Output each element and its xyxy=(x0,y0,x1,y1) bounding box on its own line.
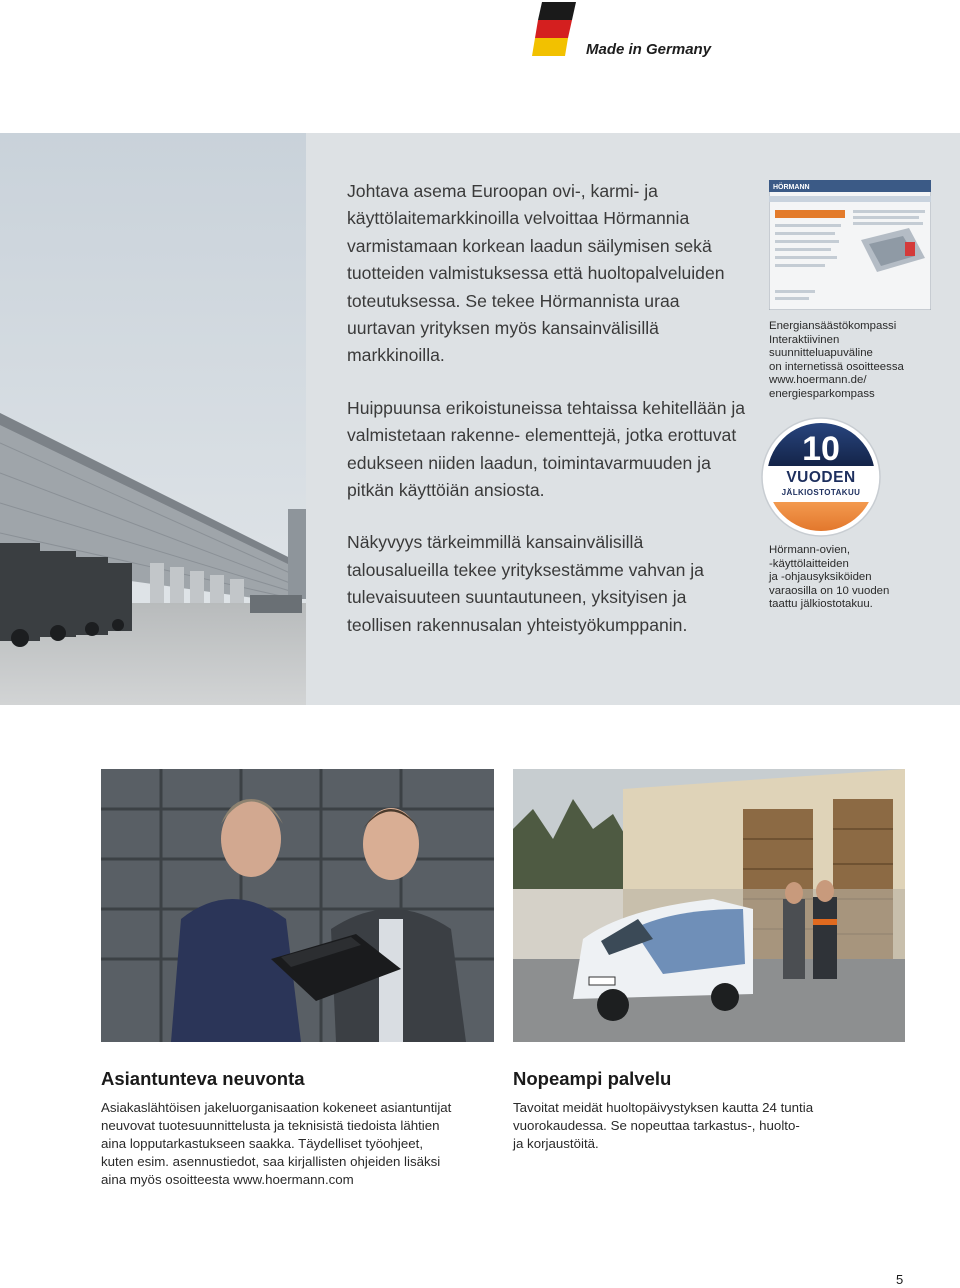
body-line: vuorokaudessa. Se nopeuttaa tarkastus-, huolto- xyxy=(513,1118,800,1133)
body-line: aina myös osoitteesta www.hoermann.com xyxy=(101,1172,354,1187)
warranty-caption xyxy=(769,544,919,612)
section-body xyxy=(513,1099,863,1153)
consultation-photo xyxy=(101,769,494,1042)
intro-paragraph: Näkyvyys tärkeimmillä kansainvälisillä talousalueilla tekee yrityksestämme vahvan ja tulevaisuuteen suuntautuneen, yksityisen ja teollisen rakennusalan yhteistyökumppanin. xyxy=(347,532,704,635)
body-line: Tavoitat meidät huoltopäivystyksen kautta 24 tuntia xyxy=(513,1100,814,1115)
caption-line: Interaktiivinen xyxy=(769,333,840,346)
intro-paragraph: Johtava asema Euroopan ovi-, karmi- ja käyttölaitemarkkinoilla velvoittaa Hörmannia varmistamaan korkean laadun säilymisen sekä tuotteiden valmistuksessa että huoltopalveluiden toteutuksessa. Se tekee Hörmannista uraa uurtavan yrityksen myös kansainvälisillä markkinoilla. xyxy=(347,181,725,366)
caption-line: -käyttölaitteiden xyxy=(769,557,849,570)
intro-paragraph: Huippuunsa erikoistuneissa tehtaissa kehitellään ja valmistetaan rakenne- elementtejä, jotka erottuvat edukseen niiden laadun, toimintavarmuuden ja pitkän käyttöiän ansiosta. xyxy=(347,397,746,501)
body-line: neuvovat tuotesuunnittelusta ja teknisistä tiedoista lähtien xyxy=(101,1118,440,1133)
caption-line: ja -ohjausyksiköiden xyxy=(769,571,872,584)
body-line: kuten esim. asennustiedot, saa kirjallisten ohjeiden lisäksi xyxy=(101,1154,441,1169)
energy-compass-caption xyxy=(769,320,939,402)
caption-line: varaosilla on 10 vuoden xyxy=(769,584,890,597)
warranty-badge xyxy=(760,416,882,538)
energy-compass-screenshot xyxy=(769,180,931,310)
body-line: Asiakaslähtöisen jakeluorganisaation kokeneet asiantuntijat xyxy=(101,1100,452,1115)
section-body xyxy=(101,1099,491,1189)
caption-line: energiesparkompass xyxy=(769,387,875,400)
body-line: aina lopputarkastukseen saakka. Täydelliset työohjeet, xyxy=(101,1136,424,1151)
body-line: ja korjaustöitä. xyxy=(513,1136,599,1151)
caption-line: Energiansäästökompassi xyxy=(769,320,897,332)
service-van-photo xyxy=(513,769,905,1042)
section-title: Nopeampi palvelu xyxy=(513,1068,672,1089)
intro-text xyxy=(347,178,747,664)
warehouse-photo xyxy=(0,133,306,705)
section-title: Asiantunteva neuvonta xyxy=(101,1068,305,1089)
warranty-number: 10 xyxy=(802,430,840,468)
caption-line: suunnitteluapuväline xyxy=(769,347,873,360)
caption-line: www.hoermann.de/ xyxy=(769,374,867,387)
made-in-germany: Made in Germany xyxy=(586,41,712,58)
warranty-years-label: VUODEN xyxy=(786,469,856,486)
german-flag-logo xyxy=(532,2,576,56)
warranty-type-label: JÄLKIOSTOTAKUU xyxy=(781,488,861,497)
caption-line: on internetissä osoitteessa xyxy=(769,360,904,373)
page-number: 5 xyxy=(896,1272,904,1287)
caption-line: taattu jälkiostotakuu. xyxy=(769,598,873,611)
screenshot-logo: HÖRMANN xyxy=(773,184,810,191)
caption-line: Hörmann-ovien, xyxy=(769,544,851,556)
